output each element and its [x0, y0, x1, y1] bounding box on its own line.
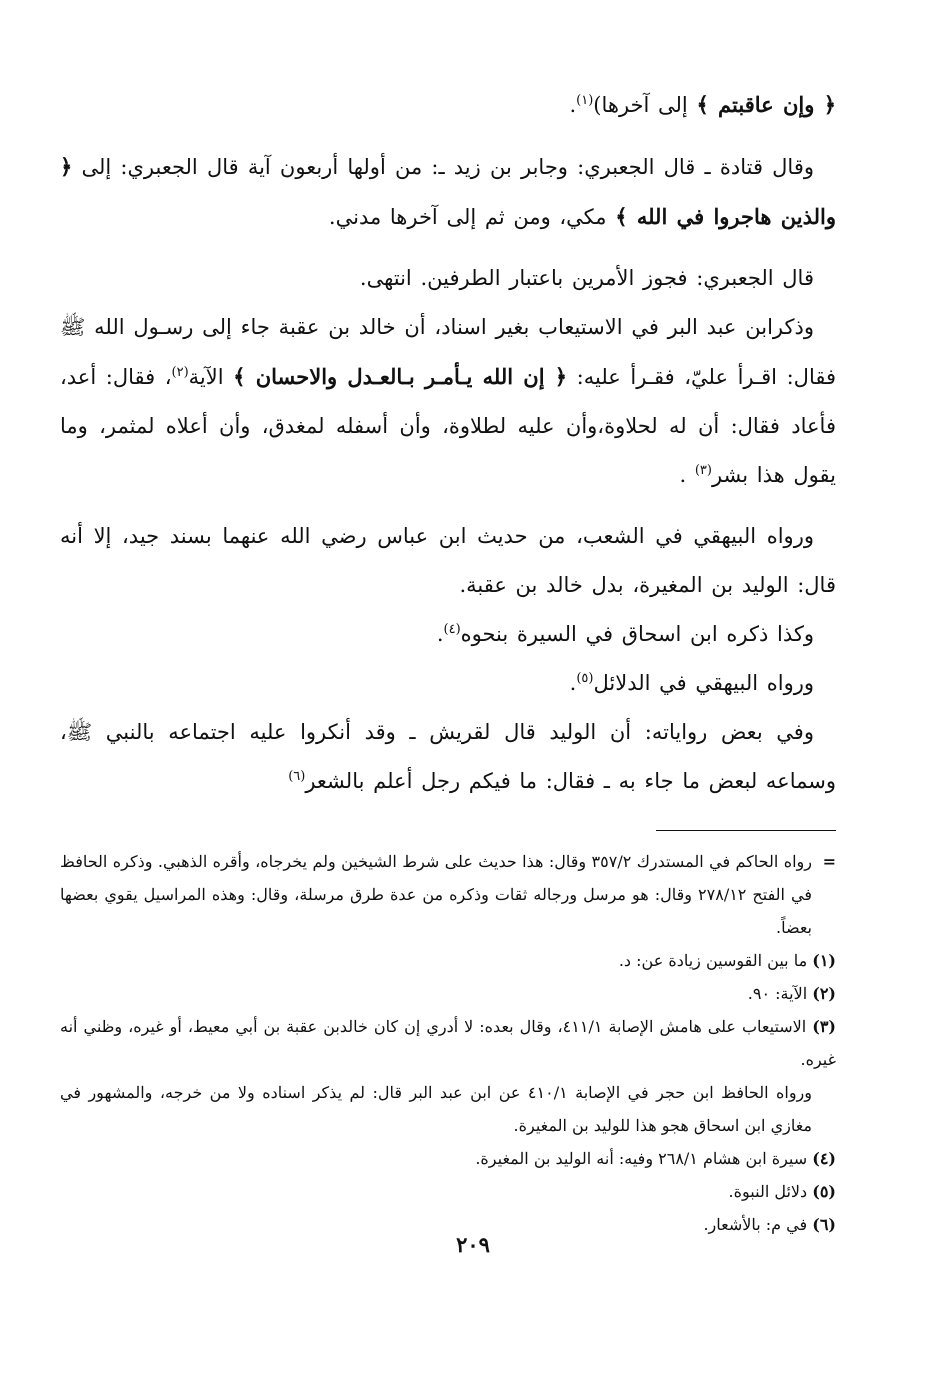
- main-text: [60, 80, 836, 806]
- continuation-mark: =: [822, 852, 836, 871]
- footnote-ref: (٦): [288, 769, 306, 784]
- footnote-4: [60, 1142, 836, 1175]
- footnote-ref: (٣): [694, 463, 712, 478]
- footnote-text: في م: بالأشعار.: [703, 1215, 813, 1234]
- footnote-number: (٣): [812, 1017, 836, 1036]
- footnote-continuation: [60, 845, 836, 944]
- footnote-text: الآية: ٩٠.: [747, 984, 813, 1003]
- paragraph-text: .: [569, 93, 577, 117]
- paragraph-8: [60, 708, 836, 806]
- footnote-2: [60, 977, 836, 1010]
- paragraph-3: قال الجعبري: فجوز الأمرين باعتبار الطرفين. انتهى.: [359, 266, 814, 290]
- footnote-ref: (٢): [171, 365, 189, 380]
- paragraph-text: ، فقال: أعد، فأعاد فقال: أن له لحلاوة،وأن عليه لطلاوة، وأن أسفله لمغدق، وأن أعلاه لمثمر، وما يقول هذا بشر: [60, 365, 836, 487]
- footnote-number: (٢): [812, 984, 836, 1003]
- footnote-text: سيرة ابن هشام ٢٦٨/١ وفيه: أنه الوليد بن المغيرة.: [475, 1149, 813, 1168]
- quran-verse: ﴿ وإن عاقبتم ﴾: [696, 92, 836, 117]
- footnote-5: [60, 1175, 836, 1208]
- paragraph-text: مكي، ومن ثم إلى آخرها مدني.: [328, 205, 616, 229]
- quran-verse: ﴿ إن الله يـأمـر بـالعـدل والاحسان ﴾: [233, 364, 568, 389]
- footnote-number: (٥): [812, 1182, 836, 1201]
- paragraph-7: [60, 659, 836, 708]
- book-page: [60, 80, 836, 1241]
- footnote-text: رواه الحاكم في المستدرك ٣٥٧/٢ وقال: هذا حديث على شرط الشيخين ولم يخرجاه، وأقره الذهبي. وذكره الحافظ في الفتح ٢٧٨/١٢ وقال: هو مرسل ورجاله ثقات وذكره من عدة طرق مرسلة، وقال: وهذه المراسيل يقوي بعضها بعضاً.: [60, 852, 812, 937]
- paragraph-6: [60, 610, 836, 659]
- paragraph-text: إلى آخرها): [593, 93, 697, 117]
- paragraph-5: ورواه البيهقي في الشعب، من حديث ابن عباس رضي الله عنهما بسند جيد، إلا أنه قال: الوليد بن المغيرة، بدل خالد بن عقبة.: [60, 524, 836, 597]
- footnote-1: [60, 944, 836, 977]
- paragraph-text: وكذا ذكره ابن اسحاق في السيرة بنحوه: [460, 622, 814, 646]
- page-number: ٢٠٩: [456, 1232, 490, 1257]
- footnote-number: (١): [812, 951, 836, 970]
- footnote-text: دلائل النبوة.: [728, 1182, 813, 1201]
- paragraph-text: ورواه البيهقي في الدلائل: [593, 671, 814, 695]
- paragraph-text: .: [679, 463, 695, 487]
- paragraph-text: وذكرابن عبد البر في الاستيعاب بغير اسناد، أن خالد بن عقبة جاء إلى رسـول الله ﷺ فقال: اقـرأ عليّ، فقـرأ عليه:: [60, 315, 837, 389]
- footnote-text: الاستيعاب على هامش الإصابة ٤١١/١، وقال بعده: لا أدري إن كان خالدبن عقبة بن أبي معيط، أو غيره، وظني أنه غيره.: [60, 1017, 836, 1069]
- paragraph-text: وقال قتادة ـ قال الجعبري: وجابر بن زيد ـ: من أولها أربعون آية قال الجعبري: إلى: [72, 155, 814, 179]
- footnote-text: ما بين القوسين زيادة عن: د.: [618, 951, 813, 970]
- paragraph-4: [60, 303, 836, 500]
- footnote-ref: (٤): [443, 622, 461, 637]
- paragraph-text: .: [569, 671, 577, 695]
- quran-verse: ﴿ والذين هاجروا في الله ﴾: [60, 154, 836, 229]
- paragraph-text: الآية: [188, 365, 234, 389]
- footnote-number: (٦): [812, 1215, 836, 1234]
- paragraph-text: .: [436, 622, 444, 646]
- footnote-ref: (١): [576, 93, 594, 108]
- footnotes: [60, 845, 836, 1241]
- paragraph-1: [60, 80, 836, 130]
- footnote-ref: (٥): [576, 671, 594, 686]
- paragraph-2: [60, 142, 836, 242]
- paragraph-text: وفي بعض رواياته: أن الوليد قال لقريش ـ وقد أنكروا عليه اجتماعه بالنبي ﷺ، وسماعه لبعض ما جاء به ـ فقال: ما فيكم رجل أعلم بالشعر: [60, 720, 836, 793]
- footnote-3: [60, 1010, 836, 1076]
- footnote-divider: [656, 830, 836, 831]
- footnote-3-continued: ورواه الحافظ ابن حجر في الإصابة ٤١٠/١ عن ابن عبد البر قال: لم يذكر اسناده ولا من خرجه، والمشهور في مغازي ابن اسحاق هجو هذا للوليد بن المغيرة.: [60, 1083, 813, 1135]
- footnote-number: (٤): [812, 1149, 836, 1168]
